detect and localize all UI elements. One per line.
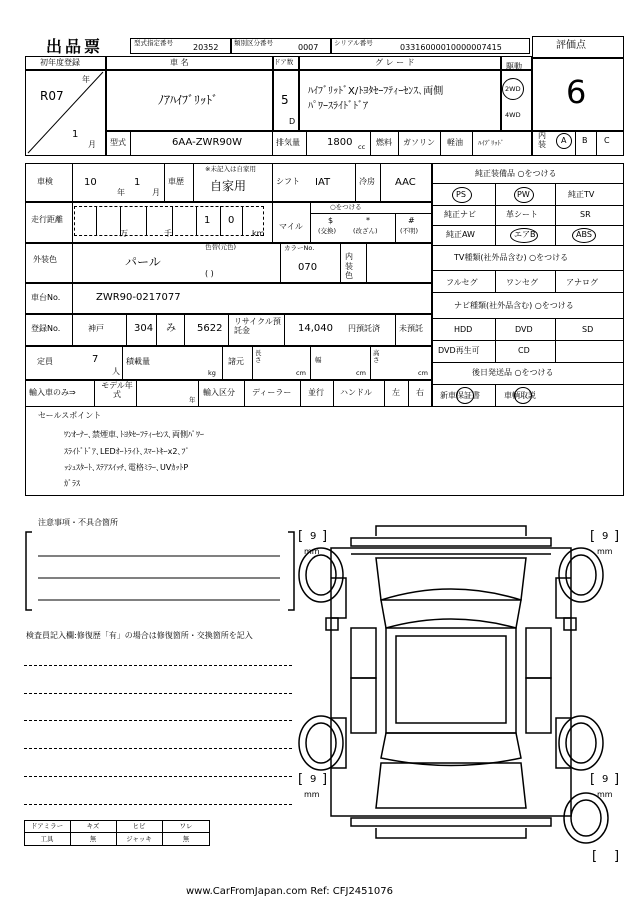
type-label: 型式 — [110, 138, 126, 147]
history-note: ※未記入は自家用 — [205, 165, 256, 173]
tire-bracket-rr: [ — [590, 772, 596, 787]
mileage-circle-note: ○をつける — [330, 203, 362, 211]
mileage-digit-1: 1 — [204, 215, 211, 226]
chassis-no: ZWR90-0217077 — [96, 292, 181, 303]
first-reg-year: R07 — [40, 89, 64, 103]
docs-title: 後日発送品 ○をつける — [472, 368, 554, 377]
chassis-label: 車台No. — [31, 293, 61, 302]
tire-depth-rl: 9 — [310, 774, 317, 785]
rating-value: 6 — [566, 73, 587, 111]
equip-airbag: エアB — [514, 230, 536, 239]
reg-region: 神戸 — [88, 324, 104, 333]
sales-line-3: ｯｼｭｽﾀｰﾄ､ｽﾃｱｽｲｯﾁ､電格ﾐﾗｰ､UVｶｯﾄP — [64, 463, 189, 472]
tire-depth-rr: 9 — [602, 774, 609, 785]
tire-depth-fl: 9 — [310, 531, 317, 542]
month-unit: 月 — [88, 140, 96, 149]
rating-label: 評価点 — [556, 40, 586, 51]
interior-grade-b: B — [582, 136, 588, 145]
interior-grade-a: A — [561, 136, 567, 145]
tire-bracket-rl: [ — [298, 772, 304, 787]
ac-value: AAC — [395, 177, 416, 188]
car-diagram — [296, 518, 636, 863]
inspection-month: 1 — [134, 177, 141, 188]
tire-bracket-spare: [ — [592, 849, 598, 864]
grade-line1: ﾊｲﾌﾞﾘｯﾄﾞX/ﾄﾖﾀｾｰﾌﾃｨｰｾﾝｽ､両側 — [308, 86, 444, 97]
load-unit: kg — [208, 369, 216, 377]
door-d: D — [289, 117, 296, 126]
inspector-label: 検査員記入欄:修復歴「有」の場合は修復箇所・交換箇所を記入 — [26, 631, 253, 640]
table-jack-label: ジャッキ — [126, 835, 152, 843]
notes-label: 注意事項・不具合箇所 — [38, 518, 118, 527]
length-label: 長さ — [255, 349, 262, 365]
ac-label: 冷房 — [359, 177, 375, 186]
import-dealer: ディーラー — [252, 388, 292, 397]
grade-label: グ レ ー ド — [375, 58, 415, 67]
model-no: 20352 — [193, 43, 219, 52]
width-unit: cm — [356, 369, 366, 377]
navi-title: ナビ種類(社外品含む) ○をつける — [454, 301, 574, 310]
class-no: 0007 — [298, 43, 319, 52]
history-label: 車歴 — [168, 177, 184, 186]
doc-warranty: 新車保証書 — [440, 391, 480, 400]
equipment-title: 純正装備品 ○をつける — [475, 169, 557, 178]
navi-hdd: HDD — [454, 325, 473, 334]
fuel-label: 燃料 — [376, 138, 392, 147]
fuel-diesel: 軽油 — [447, 138, 463, 147]
table-header-scratch: キズ — [86, 822, 100, 830]
tire-unit-rr: mm — [597, 790, 613, 799]
tv-analog: アナログ — [566, 278, 598, 287]
unit-km: km — [252, 229, 265, 238]
grade-line2: ﾊﾟﾜｰｽﾗｲﾄﾞﾄﾞｱ — [308, 101, 368, 112]
sales-line-1: ﾜﾝｵｰﾅｰ､禁煙車､ﾄﾖﾀｾｰﾌﾃｨｰｾﾝｽ､両側ﾊﾟﾜｰ — [64, 430, 204, 439]
inspection-year: 10 — [84, 177, 97, 188]
tamper-symbol: * — [366, 216, 370, 225]
recycle-unpaid: 未預託 — [399, 324, 423, 333]
sales-line-2: ｽﾗｲﾄﾞﾄﾞｱ､LEDｵｰﾄﾗｲﾄ､ｽﾏｰﾄｷｰx2､ﾌﾟ — [64, 447, 190, 456]
sales-point-label: セールスポイント — [38, 411, 102, 420]
class-no-label: 類別区分番号 — [234, 39, 273, 47]
equip-aw: 純正AW — [446, 230, 475, 239]
reg-number: 5622 — [197, 323, 223, 334]
exchange-symbol: $ — [328, 216, 334, 225]
dvd-play-label: DVD再生可 — [438, 346, 480, 355]
unit-sen: 千 — [164, 229, 172, 238]
color-code: 070 — [298, 262, 318, 273]
drive-4wd: 4WD — [505, 111, 521, 119]
height-label: 高さ — [373, 349, 380, 365]
tamper-text: (改ざん) — [353, 227, 378, 235]
width-label: 幅 — [315, 356, 322, 364]
sheet-title: 出品票 — [46, 37, 104, 56]
first-reg-label: 初年度登録 — [40, 58, 80, 67]
dvd-cd: CD — [518, 346, 530, 355]
handle-right: 右 — [416, 388, 424, 397]
reg-kana: み — [166, 323, 176, 334]
doc-manual: 車輌取説 — [504, 391, 536, 400]
unknown-text: (不明) — [400, 227, 419, 235]
length-unit: cm — [296, 369, 306, 377]
color-change-label: 色替(元色) — [205, 243, 237, 251]
import-label: 輸入車のみ⇒ — [29, 388, 76, 397]
tire-depth-fr: 9 — [602, 531, 609, 542]
car-name-label: 車 名 — [170, 58, 189, 67]
table-header-mirror: ドアミラー — [30, 822, 64, 830]
table-tools-value: 無 — [89, 835, 97, 843]
equip-leather: 革シート — [506, 210, 538, 219]
dims-label: 諸元 — [228, 357, 244, 366]
inspection-label: 車検 — [37, 177, 53, 186]
equip-pw: PW — [517, 190, 530, 199]
fuel-gasoline: ガソリン — [403, 138, 435, 147]
unit-man: 万 — [120, 229, 128, 238]
shift-label: シフト — [276, 177, 300, 186]
table-header-crack: ヒビ — [132, 822, 146, 830]
model-year-unit: 年 — [189, 396, 196, 404]
inspection-year-unit: 年 — [117, 188, 125, 197]
door-count: 5 — [281, 93, 289, 107]
history-value: 自家用 — [210, 179, 247, 193]
inspection-month-unit: 月 — [152, 188, 160, 197]
cc-unit: cc — [358, 143, 366, 151]
equip-navi: 純正ナビ — [444, 210, 476, 219]
equip-ps: PS — [456, 190, 466, 199]
model-year-label: モデル年式 — [101, 381, 133, 399]
load-label: 積載量 — [126, 357, 150, 366]
equip-sr: SR — [580, 210, 591, 219]
handle-left: 左 — [392, 388, 400, 397]
recycle-amount: 14,040 — [298, 323, 333, 334]
serial-no: 03316000010000007415 — [400, 43, 502, 52]
tire-unit-rl: mm — [304, 790, 320, 799]
footer-reference: www.CarFromJapan.com Ref: CFJ2451076 — [186, 886, 393, 897]
handle-label: ハンドル — [340, 388, 372, 397]
mileage-label: 走行距離 — [31, 215, 63, 224]
displacement: 1800 — [327, 137, 353, 148]
original-color-paren: ( ) — [205, 269, 214, 278]
capacity-label: 定員 — [37, 357, 53, 366]
tv-oneseg: ワンセグ — [506, 278, 538, 287]
reg-class: 304 — [134, 323, 154, 334]
navi-sd: SD — [582, 325, 594, 334]
mileage-digit-2: 0 — [228, 215, 235, 226]
doors-label: ドア数 — [274, 58, 294, 66]
drive-2wd: 2WD — [505, 85, 521, 93]
unit-mile: マイル — [279, 222, 303, 231]
exchange-text: (交換) — [318, 227, 337, 235]
tire-bracket-fr: [ — [590, 529, 596, 544]
equip-abs: ABS — [576, 230, 592, 239]
navi-dvd: DVD — [515, 325, 533, 334]
import-class-label: 輸入区分 — [203, 388, 235, 397]
tv-fullseg: フルセグ — [446, 278, 478, 287]
drive-label: 駆動 — [506, 62, 522, 71]
model-type: 6AA-ZWR90W — [172, 137, 243, 148]
interior-color-label: 内装色 — [345, 252, 353, 281]
sales-line-4: ｶﾞﾗｽ — [64, 479, 80, 488]
serial-label: シリアル番号 — [334, 39, 373, 47]
year-unit: 年 — [82, 75, 90, 84]
notes-bracket — [24, 530, 296, 612]
height-unit: cm — [418, 369, 428, 377]
tire-unit-fr: mm — [597, 547, 613, 556]
capacity-unit: 人 — [112, 367, 120, 376]
displacement-label: 排気量 — [276, 138, 300, 147]
shift-value: IAT — [315, 177, 331, 188]
tire-unit-fl: mm — [304, 547, 320, 556]
interior-grade-c: C — [604, 136, 610, 145]
exterior-color-label: 外装色 — [33, 255, 57, 264]
tire-bracket-fl: [ — [298, 529, 304, 544]
table-tools-label: 工具 — [40, 835, 54, 843]
exterior-color: パール — [125, 255, 161, 269]
equip-tv: 純正TV — [568, 190, 595, 199]
tv-title: TV種類(社外品含む) ○をつける — [454, 253, 569, 262]
recycle-label: リサイクル預託金 — [234, 317, 281, 335]
first-reg-month: 1 — [72, 129, 79, 140]
fuel-hybrid: ﾊｲﾌﾞﾘｯﾄﾞ — [478, 139, 504, 147]
car-name: ﾉｱﾊｲﾌﾞﾘｯﾄﾞ — [158, 93, 219, 107]
table-jack-value: 無 — [182, 835, 190, 843]
recycle-status: 円預託済 — [348, 324, 380, 333]
model-no-label: 型式指定番号 — [134, 39, 173, 47]
color-code-label: カラーNo. — [284, 244, 315, 252]
table-header-break: ワレ — [179, 822, 193, 830]
capacity-value: 7 — [92, 354, 99, 365]
unknown-symbol: # — [408, 216, 415, 225]
interior-label: 内装 — [538, 131, 546, 149]
import-parallel: 並行 — [308, 388, 324, 397]
registration-label: 登録No. — [31, 324, 61, 333]
